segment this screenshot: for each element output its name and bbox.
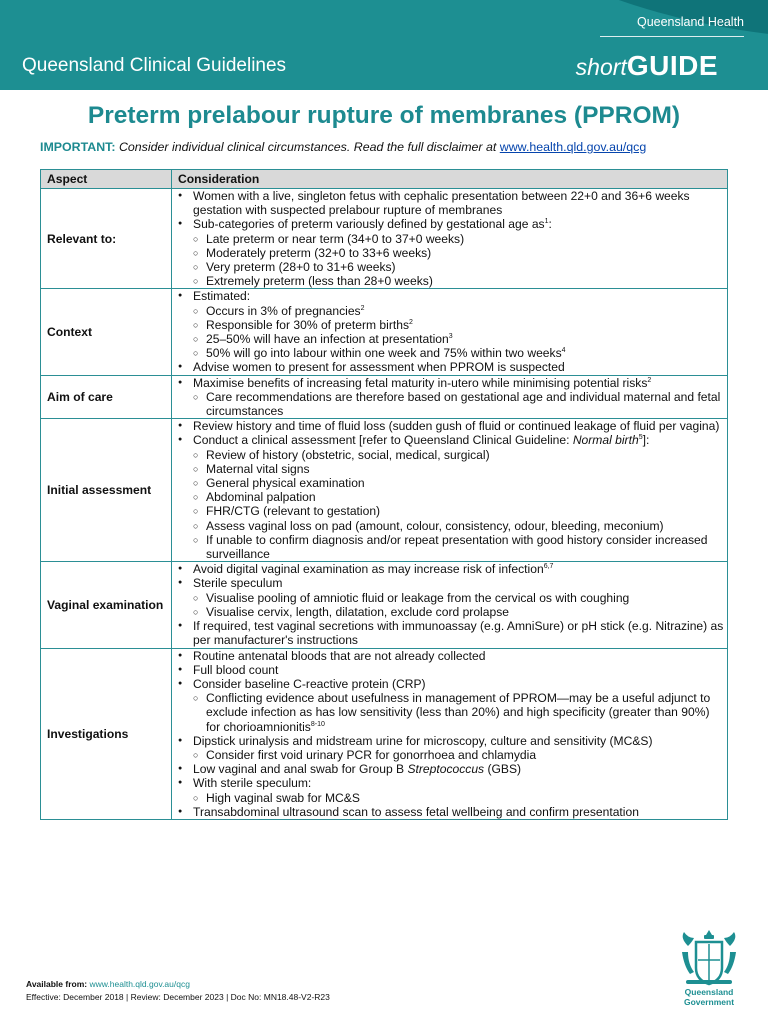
review-date: Review: December 2023 (130, 992, 224, 1002)
list-item: ● Conduct a clinical assessment [refer to Queensland Clinical Guideline: Normal birth$^5$]: (174, 433, 725, 447)
sub-list-item: ○ Assess vaginal loss on pad (amount, colour, consistency, odour, bleeding, meconium) (174, 519, 725, 533)
cons-investigations (172, 648, 728, 819)
sub-list-item: ○ If unable to confirm diagnosis and/or repeat presentation with good history consider increased surveillance (174, 533, 725, 561)
aspect-aim: Aim of care (41, 375, 172, 419)
list-item: ● Maximise benefits of increasing fetal maturity in-utero while minimising potential risks$^2$ (174, 376, 725, 390)
important-notice (40, 140, 646, 154)
sub-list-item: ○ Moderately preterm (32+0 to 33+6 weeks) (174, 246, 725, 260)
sub-list-item: ○ Late preterm or near term (34+0 to 37+0 weeks) (174, 232, 725, 246)
list-item: ● With sterile speculum: (174, 776, 725, 790)
footer (26, 978, 330, 1004)
row-investigations (41, 648, 728, 819)
table-header-row (41, 170, 728, 189)
sub-list-item: ○ Responsible for 30% of preterm births$^2$ (174, 318, 725, 332)
list-item: ● Advise women to present for assessment when PPROM is suspected (174, 360, 725, 374)
sub-list-item: ○ FHR/CTG (relevant to gestation) (174, 504, 725, 518)
list-item: ● Full blood count (174, 663, 725, 677)
sub-list-item: ○ Consider first void urinary PCR for gonorrhoea and chlamydia (174, 748, 725, 762)
list-item: ● Routine antenatal bloods that are not already collected (174, 649, 725, 663)
effective-date: Effective: December 2018 (26, 992, 124, 1002)
list-item: ● Consider baseline C-reactive protein (CRP) (174, 677, 725, 691)
guide-word: GUIDE (626, 50, 718, 81)
row-initial (41, 419, 728, 562)
doc-info-line: Effective: December 2018 | Review: December 2023 | Doc No: MN18.48-V2-R23 (26, 992, 330, 1002)
short-word: short (575, 54, 627, 80)
list-item: ● Dipstick urinalysis and midstream urine for microscopy, culture and sensitivity (MC&S) (174, 734, 725, 748)
list-item: ● Transabdominal ultrasound scan to assess fetal wellbeing and confirm presentation (174, 805, 725, 819)
aspect-relevant: Relevant to: (41, 189, 172, 289)
row-context (41, 289, 728, 375)
cons-aim (172, 375, 728, 419)
cons-relevant (172, 189, 728, 289)
header-aspect: Aspect (41, 170, 172, 189)
queensland-government-logo (676, 928, 742, 1010)
list-item: ● Estimated: (174, 289, 725, 303)
sub-list-item: ○ Abdominal palpation (174, 490, 725, 504)
doc-number: Doc No: MN18.48-V2-R23 (230, 992, 330, 1002)
cons-initial (172, 419, 728, 562)
sub-list-item: ○ 50% will go into labour within one week and 75% within two weeks$^4$ (174, 346, 725, 360)
list-item: ● Women with a live, singleton fetus with cephalic presentation between 22+0 and 36+6 weeks gestation with suspected prelabour rupture of membranes (174, 189, 725, 217)
logo-text-line2: Government (683, 997, 735, 1007)
list-item: ● Sterile speculum (174, 576, 725, 590)
short-guide-label (576, 50, 718, 82)
org-name: Queensland Health (636, 15, 744, 29)
row-aim (41, 375, 728, 419)
row-relevant (41, 189, 728, 289)
important-text: Consider individual clinical circumstances. Read the full disclaimer at (118, 140, 497, 154)
important-label: IMPORTANT: (40, 140, 116, 154)
sub-list-item: ○ Conflicting evidence about usefulness in management of PPROM—may be a useful adjunct to exclude infection as has low sensitivity (less than 20%) and high specificity (greater than 90%) for chorioamnionitis$^{8-10}$ (174, 691, 725, 734)
list-item: ● Review history and time of fluid loss (sudden gush of fluid or continued leakage of fluid per vagina) (174, 419, 725, 433)
sub-list-item: ○ Extremely preterm (less than 28+0 weeks) (174, 274, 725, 288)
list-item: ● Low vaginal and anal swab for Group B Streptococcus (GBS) (174, 762, 725, 776)
sub-list-item: ○ High vaginal swab for MC&S (174, 791, 725, 805)
sub-list-item: ○ Visualise pooling of amniotic fluid or leakage from the cervical os with coughing (174, 591, 725, 605)
sub-list-item: ○ Occurs in 3% of pregnancies$^2$ (174, 304, 725, 318)
disclaimer-link[interactable]: www.health.qld.gov.au/qcg (499, 140, 647, 154)
cons-context (172, 289, 728, 375)
sub-list-item: ○ Review of history (obstetric, social, medical, surgical) (174, 448, 725, 462)
aspect-context: Context (41, 289, 172, 375)
sub-list-item: ○ Maternal vital signs (174, 462, 725, 476)
sub-list-item: ○ General physical examination (174, 476, 725, 490)
logo-text-line1: Queensland (684, 987, 734, 997)
guide-table (40, 169, 728, 820)
page-title: Preterm prelabour rupture of membranes (PPROM) (87, 102, 681, 129)
sub-list-item: ○ Care recommendations are therefore based on gestational age and individual maternal and fetal circumstances (174, 390, 725, 418)
row-vaginal (41, 562, 728, 648)
available-label: Available from: (26, 979, 88, 989)
aspect-investigations: Investigations (41, 648, 172, 819)
header-divider (600, 36, 744, 37)
header-consideration: Consideration (172, 170, 728, 189)
cons-vaginal (172, 562, 728, 648)
sub-list-item: ○ 25–50% will have an infection at presentation$^3$ (174, 332, 725, 346)
footer-link[interactable]: www.health.qld.gov.au/qcg (89, 979, 190, 989)
list-item: ● Sub-categories of preterm variously defined by gestational age $as^1$: (174, 217, 725, 231)
list-item: ● If required, test vaginal secretions with immunoassay (e.g. AmniSure) or pH stick (e.g. Nitrazine) as per manufacturer's instructions (174, 619, 725, 647)
header-banner (0, 0, 768, 90)
aspect-initial: Initial assessment (41, 419, 172, 562)
aspect-vaginal: Vaginal examination (41, 562, 172, 648)
sub-list-item: ○ Very preterm (28+0 to 31+6 weeks) (174, 260, 725, 274)
list-item: ● Avoid digital vaginal examination as may increase risk of infection$^{6,7}$ (174, 562, 725, 576)
availability-line (26, 978, 330, 991)
sub-list-item: ○ Visualise cervix, length, dilatation, exclude cord prolapse (174, 605, 725, 619)
series-title: Queensland Clinical Guidelines (22, 55, 287, 76)
